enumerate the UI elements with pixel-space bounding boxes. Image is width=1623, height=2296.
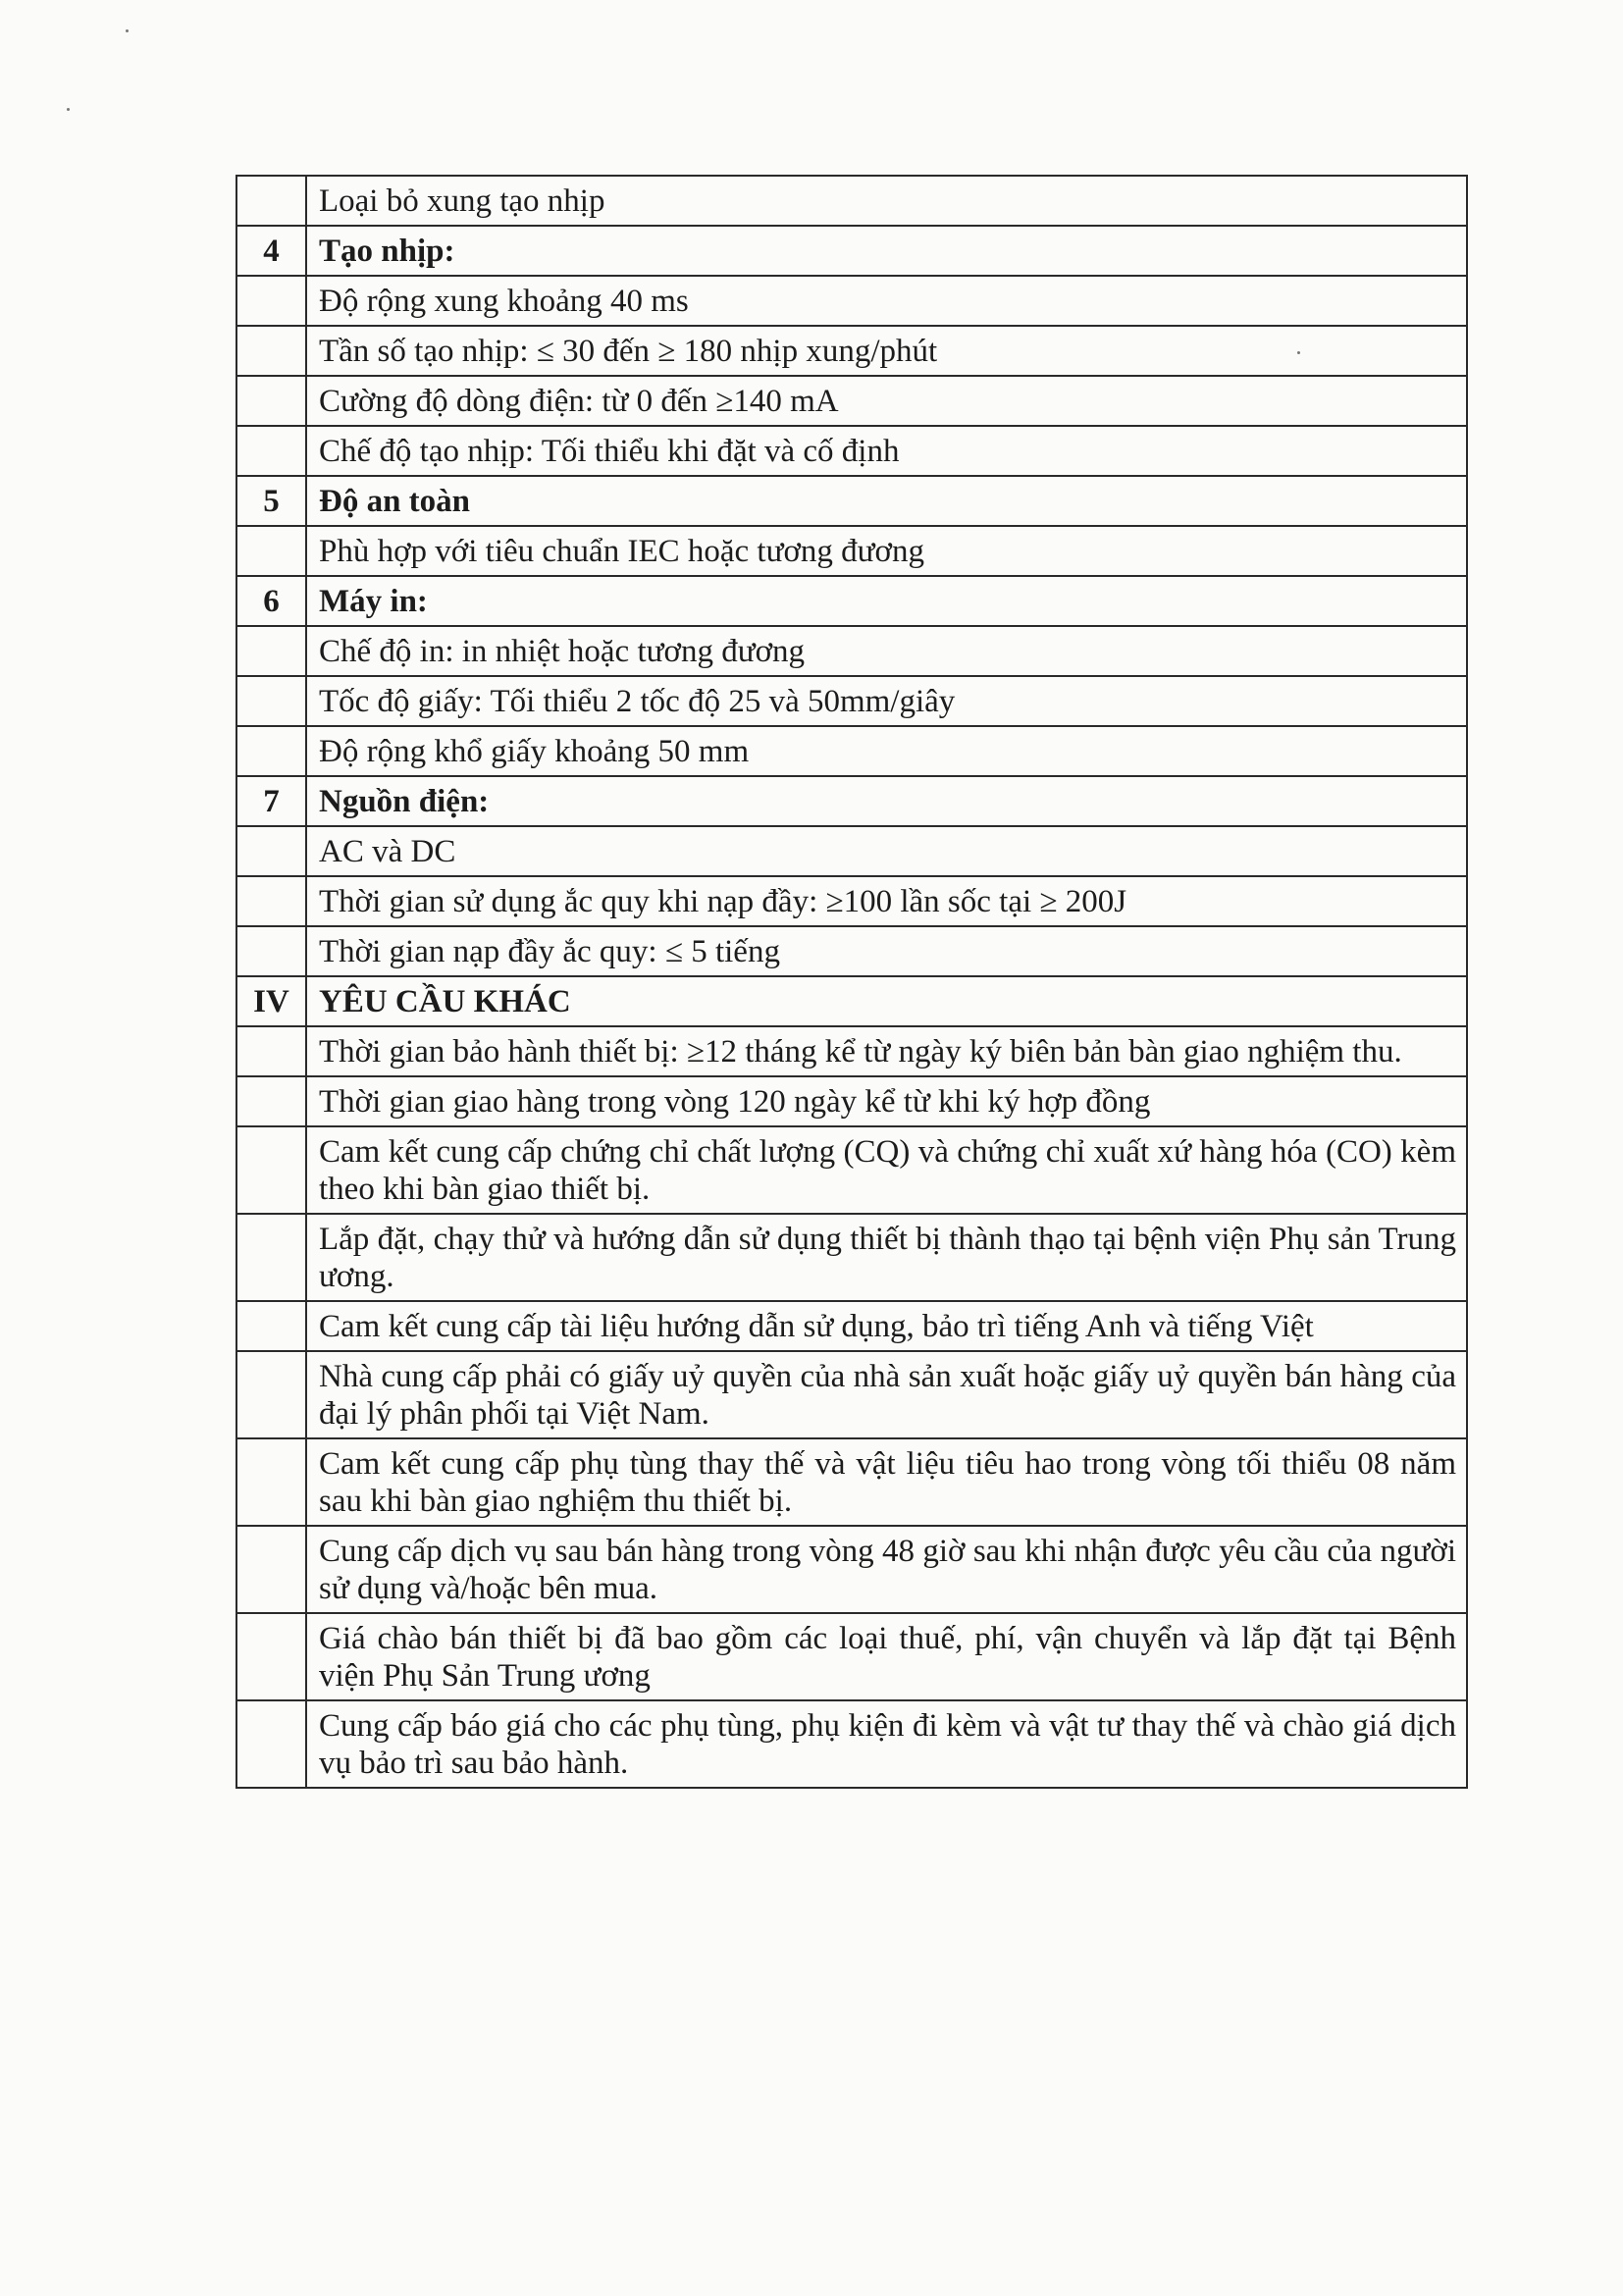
table-row <box>236 1700 1467 1788</box>
section-row <box>236 476 1467 526</box>
requirement-text: AC và DC <box>306 826 1467 876</box>
table-row <box>236 276 1467 326</box>
table-row <box>236 626 1467 676</box>
row-number <box>236 1526 306 1613</box>
table-row <box>236 1026 1467 1076</box>
row-number <box>236 526 306 576</box>
requirement-text: Tốc độ giấy: Tối thiểu 2 tốc độ 25 và 50mm/giây <box>306 676 1467 726</box>
table-row <box>236 876 1467 926</box>
section-row <box>236 226 1467 276</box>
row-number <box>236 726 306 776</box>
row-number <box>236 1700 306 1788</box>
table-row <box>236 526 1467 576</box>
row-number <box>236 876 306 926</box>
requirement-text: Nhà cung cấp phải có giấy uỷ quyền của nhà sản xuất hoặc giấy uỷ quyền bán hàng của đại lý phân phối tại Việt Nam. <box>306 1351 1467 1438</box>
row-number <box>236 1613 306 1700</box>
table-row <box>236 1351 1467 1438</box>
requirement-text: Chế độ in: in nhiệt hoặc tương đương <box>306 626 1467 676</box>
table-row <box>236 826 1467 876</box>
spec-table-body <box>236 176 1467 1788</box>
requirement-text: Thời gian giao hàng trong vòng 120 ngày kể từ khi ký hợp đồng <box>306 1076 1467 1126</box>
requirement-text: Độ rộng xung khoảng 40 ms <box>306 276 1467 326</box>
section-heading: Máy in: <box>306 576 1467 626</box>
requirement-text: Phù hợp với tiêu chuẩn IEC hoặc tương đương <box>306 526 1467 576</box>
requirement-text: Lắp đặt, chạy thử và hướng dẫn sử dụng thiết bị thành thạo tại bệnh viện Phụ sản Trung ương. <box>306 1214 1467 1301</box>
row-number <box>236 1214 306 1301</box>
requirement-text: Cung cấp dịch vụ sau bán hàng trong vòng 48 giờ sau khi nhận được yêu cầu của người sử dụng và/hoặc bên mua. <box>306 1526 1467 1613</box>
section-heading: Nguồn điện: <box>306 776 1467 826</box>
requirement-text: Thời gian nạp đầy ắc quy: ≤ 5 tiếng <box>306 926 1467 976</box>
requirement-text: Loại bỏ xung tạo nhịp <box>306 176 1467 226</box>
row-number <box>236 326 306 376</box>
row-number <box>236 1351 306 1438</box>
table-row <box>236 726 1467 776</box>
table-row <box>236 1214 1467 1301</box>
table-row <box>236 1126 1467 1214</box>
row-number <box>236 176 306 226</box>
scan-speck <box>126 29 129 32</box>
requirement-text: Độ rộng khổ giấy khoảng 50 mm <box>306 726 1467 776</box>
table-row <box>236 1526 1467 1613</box>
table-row <box>236 926 1467 976</box>
table-row <box>236 326 1467 376</box>
section-heading: YÊU CẦU KHÁC <box>306 976 1467 1026</box>
requirement-text: Cường độ dòng điện: từ 0 đến ≥140 mA <box>306 376 1467 426</box>
row-number: 7 <box>236 776 306 826</box>
table-row <box>236 376 1467 426</box>
table-row <box>236 1301 1467 1351</box>
section-row <box>236 576 1467 626</box>
row-number <box>236 376 306 426</box>
row-number <box>236 676 306 726</box>
requirement-text: Cam kết cung cấp tài liệu hướng dẫn sử dụng, bảo trì tiếng Anh và tiếng Việt <box>306 1301 1467 1351</box>
table-row <box>236 1613 1467 1700</box>
requirement-text: Chế độ tạo nhịp: Tối thiểu khi đặt và cố định <box>306 426 1467 476</box>
requirement-text: Cam kết cung cấp phụ tùng thay thế và vật liệu tiêu hao trong vòng tối thiểu 08 năm sau khi bàn giao nghiệm thu thiết bị. <box>306 1438 1467 1526</box>
row-number: 5 <box>236 476 306 526</box>
table-row <box>236 1076 1467 1126</box>
table-row <box>236 676 1467 726</box>
requirement-text: Cam kết cung cấp chứng chỉ chất lượng (CQ) và chứng chỉ xuất xứ hàng hóa (CO) kèm theo khi bàn giao thiết bị. <box>306 1126 1467 1214</box>
row-number: 4 <box>236 226 306 276</box>
section-row <box>236 976 1467 1026</box>
row-number <box>236 426 306 476</box>
spec-table <box>236 175 1468 1789</box>
row-number <box>236 1438 306 1526</box>
requirement-text: Thời gian bảo hành thiết bị: ≥12 tháng kể từ ngày ký biên bản bàn giao nghiệm thu. <box>306 1026 1467 1076</box>
row-number <box>236 826 306 876</box>
row-number <box>236 1026 306 1076</box>
row-number <box>236 1126 306 1214</box>
requirement-text: Giá chào bán thiết bị đã bao gồm các loại thuế, phí, vận chuyển và lắp đặt tại Bệnh viện Phụ Sản Trung ương <box>306 1613 1467 1700</box>
scan-speck <box>67 108 70 111</box>
table-row <box>236 1438 1467 1526</box>
row-number: 6 <box>236 576 306 626</box>
section-row <box>236 776 1467 826</box>
row-number <box>236 1301 306 1351</box>
row-number <box>236 626 306 676</box>
requirement-text: Cung cấp báo giá cho các phụ tùng, phụ kiện đi kèm và vật tư thay thế và chào giá dịch vụ bảo trì sau bảo hành. <box>306 1700 1467 1788</box>
row-number: IV <box>236 976 306 1026</box>
requirement-text: Tần số tạo nhịp: ≤ 30 đến ≥ 180 nhịp xung/phút <box>306 326 1467 376</box>
requirement-text: Thời gian sử dụng ắc quy khi nạp đầy: ≥100 lần sốc tại ≥ 200J <box>306 876 1467 926</box>
row-number <box>236 926 306 976</box>
table-row <box>236 176 1467 226</box>
table-row <box>236 426 1467 476</box>
row-number <box>236 276 306 326</box>
section-heading: Độ an toàn <box>306 476 1467 526</box>
row-number <box>236 1076 306 1126</box>
section-heading: Tạo nhịp: <box>306 226 1467 276</box>
